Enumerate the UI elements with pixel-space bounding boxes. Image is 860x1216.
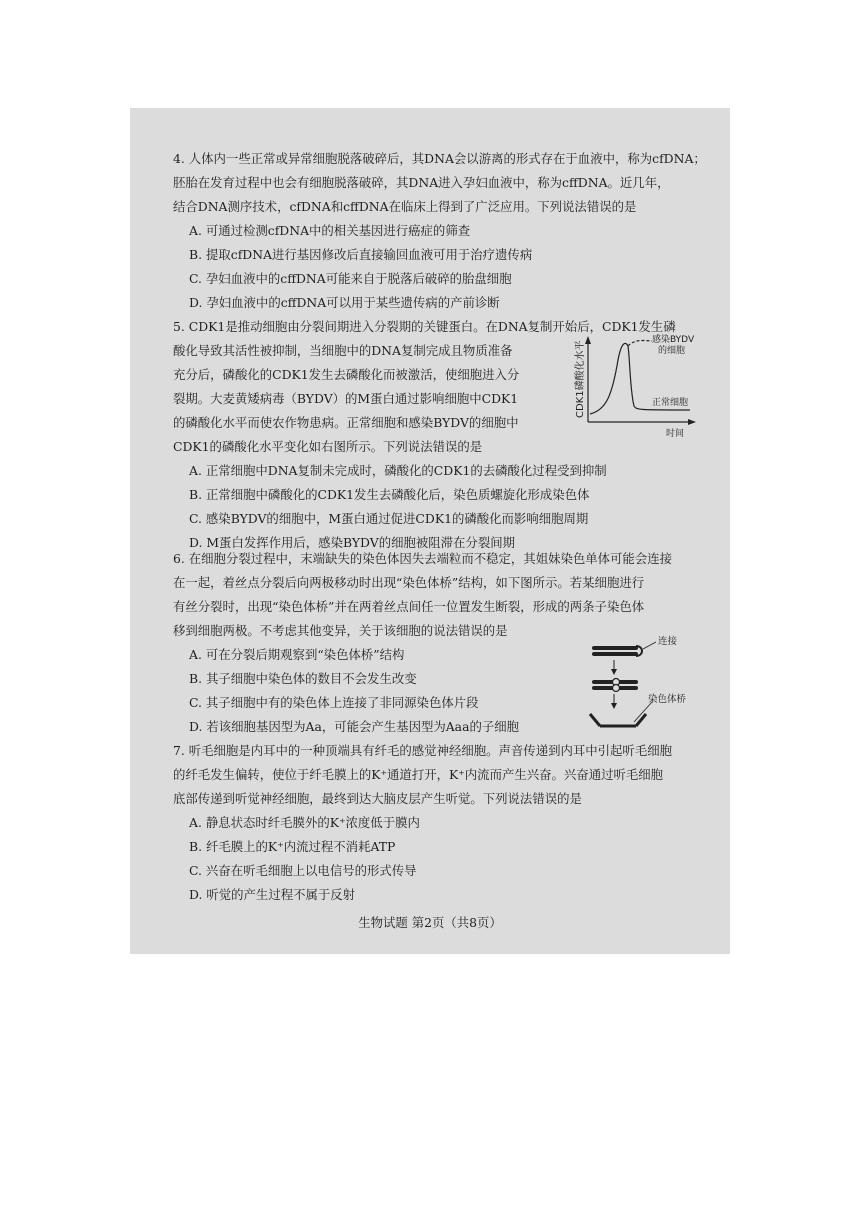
- q5-line-3: 充分后，磷酸化的CDK1发生去磷酸化而被激活，使细胞进入分: [173, 367, 520, 382]
- q7-option-c: C. 兴奋在听毛细胞上以电信号的形式传导: [189, 863, 417, 878]
- centromere-mid-2: [613, 685, 620, 692]
- q5-line-2: 酸化导致其活性被抑制，当细胞中的DNA复制完成且物质准备: [173, 343, 513, 358]
- arrow-1-head: [611, 669, 617, 675]
- q6-option-b: B. 其子细胞中染色体的数目不会发生改变: [189, 671, 417, 686]
- q6-line-3: 有丝分裂时，出现“染色体桥”并在两着丝点间任一位置发生断裂，形成的两条子染色体: [173, 599, 645, 614]
- label-infected-1: 感染BYDV: [652, 335, 695, 345]
- figure-ylabel: CDK1磷酸化水平: [575, 340, 586, 418]
- q5-line-4: 裂期。大麦黄矮病毒（BYDV）的M蛋白通过影响细胞中CDK1: [173, 391, 519, 406]
- q6-option-d: D. 若该细胞基因型为Aa，可能会产生基因型为Aaa的子细胞: [189, 719, 520, 734]
- arrow-2-head: [611, 703, 617, 709]
- q4-option-a: A. 可通过检测cfDNA中的相关基因进行癌症的筛查: [189, 223, 471, 238]
- label-infected-2: 的细胞: [658, 346, 686, 356]
- q4-option-b: B. 提取cfDNA进行基因修改后直接输回血液可用于治疗遗传病: [189, 247, 533, 262]
- q5-line-6: CDK1的磷酸化水平变化如右图所示。下列说法错误的是: [173, 439, 483, 454]
- chromatid-top-1: [592, 646, 638, 650]
- cdk1-phosphorylation-figure: [570, 330, 705, 438]
- q5-option-d: D. M蛋白发挥作用后，感染BYDV的细胞被阻滞在分裂间期: [189, 535, 515, 550]
- q6-option-c: C. 其子细胞中有的染色体上连接了非同源染色体片段: [189, 695, 479, 710]
- chromatid-top-2: [592, 652, 638, 656]
- q7-line-2: 的纤毛发生偏转，使位于纤毛膜上的K⁺通道打开，K⁺内流而产生兴奋。兴奋通过听毛细胞: [173, 767, 664, 782]
- label-bridge: 染色体桥: [648, 694, 687, 705]
- q7-line-1: 7. 听毛细胞是内耳中的一种顶端具有纤毛的感觉神经细胞。声音传递到内耳中引起听毛细胞: [173, 743, 672, 758]
- q6-option-a: A. 可在分裂后期观察到“染色体桥”结构: [189, 647, 405, 662]
- q6-line-1: 6. 在细胞分裂过程中，末端缺失的染色体因失去端粒而不稳定，其姐妹染色单体可能会连接: [173, 551, 672, 566]
- q6-line-4: 移到细胞两极。不考虑其他变异，关于该细胞的说法错误的是: [173, 623, 508, 638]
- q4-line-3: 结合DNA测序技术，cfDNA和cffDNA在临床上得到了广泛应用。下列说法错误的是: [173, 199, 637, 214]
- q7-option-a: A. 静息状态时纤毛膜外的K⁺浓度低于膜内: [189, 815, 420, 830]
- exam-page: [130, 108, 730, 954]
- q7-line-3: 底部传递到听觉神经细胞，最终到达大脑皮层产生听觉。下列说法错误的是: [173, 791, 582, 806]
- figure-x-arrow: [688, 419, 696, 425]
- q5-option-a: A. 正常细胞中DNA复制未完成时，磷酸化的CDK1的去磷酸化过程受到抑制: [189, 463, 607, 478]
- q5-line-5: 的磷酸化水平而使农作物患病。正常细胞和感染BYDV的细胞中: [173, 415, 519, 430]
- q4-line-2: 胚胎在发育过程中也会有细胞脱落破碎，其DNA进入孕妇血液中，称为cffDNA。近几年，: [173, 175, 670, 190]
- label-connect: 连接: [658, 636, 678, 647]
- curve-infected-cell: [628, 341, 652, 346]
- q6-line-2: 在一起，着丝点分裂后向两极移动时出现“染色体桥”结构，如下图所示。若某细胞进行: [173, 575, 645, 590]
- q7-option-b: B. 纤毛膜上的K⁺内流过程不消耗ATP: [189, 839, 396, 854]
- chromosome-bridge-figure: [586, 632, 706, 736]
- q7-option-d: D. 听觉的产生过程不属于反射: [189, 887, 356, 902]
- page-footer: 生物试题 第2页（共8页）: [358, 915, 502, 930]
- figure-xlabel: 时间: [666, 429, 685, 438]
- connect-leader: [643, 642, 656, 649]
- bridge-right-arm: [636, 714, 646, 726]
- figure-y-arrow: [585, 336, 591, 344]
- bridge-left-arm: [590, 714, 600, 726]
- q4-option-d: D. 孕妇血液中的cffDNA可以用于某些遗传病的产前诊断: [189, 295, 500, 310]
- q4-option-c: C. 孕妇血液中的cffDNA可能来自于脱落后破碎的胎盘细胞: [189, 271, 512, 286]
- label-normal: 正常细胞: [652, 398, 689, 408]
- q5-option-b: B. 正常细胞中磷酸化的CDK1发生去磷酸化后，染色质螺旋化形成染色体: [189, 487, 590, 502]
- q4-line-1: 4. 人体内一些正常或异常细胞脱落破碎后，其DNA会以游离的形式存在于血液中，称为cfDNA；: [173, 151, 706, 166]
- q5-option-c: C. 感染BYDV的细胞中，M蛋白通过促进CDK1的磷酸化而影响细胞周期: [189, 511, 589, 526]
- q5-line-1: 5. CDK1是推动细胞由分裂间期进入分裂期的关键蛋白。在DNA复制开始后，CDK1发生磷: [173, 319, 676, 334]
